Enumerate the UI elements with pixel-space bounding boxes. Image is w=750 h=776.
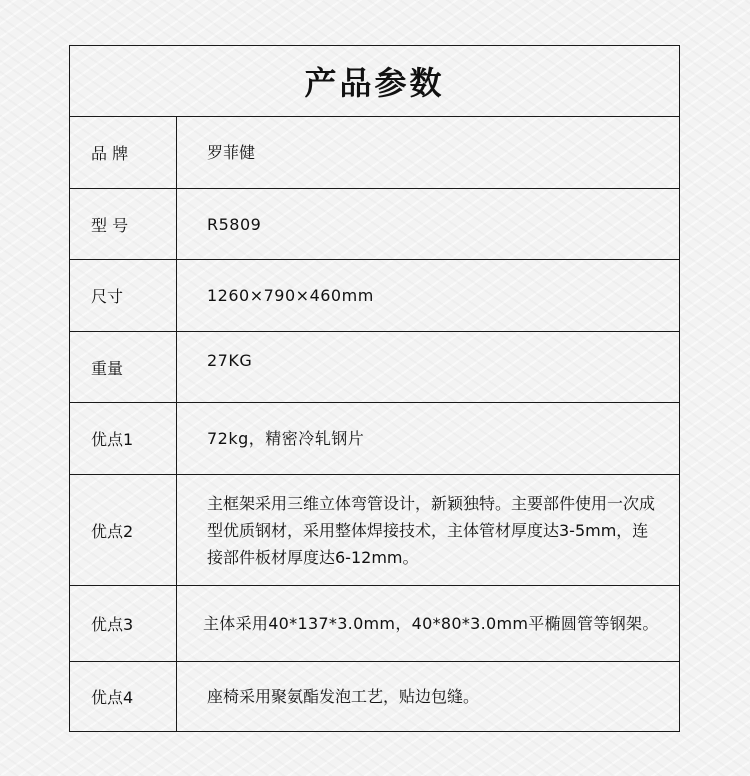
advantage-1-label xyxy=(70,403,177,474)
advantage-4-label xyxy=(70,662,177,731)
table-title: 产品参数 xyxy=(304,64,445,102)
weight-label-text: 重量 xyxy=(91,358,124,378)
model-value-text: R5809 xyxy=(207,214,262,234)
advantage-2-label-text: 优点2 xyxy=(91,521,134,541)
advantage-2-value xyxy=(177,475,679,585)
size-value-text: 1260×790×460mm xyxy=(207,286,374,305)
model-label xyxy=(70,189,177,259)
spec-row-advantage-2 xyxy=(70,475,679,586)
weight-label xyxy=(70,332,177,402)
advantage-1-value xyxy=(177,403,679,474)
spec-row-model xyxy=(70,189,679,260)
brand-label xyxy=(70,117,177,188)
size-value xyxy=(177,260,679,331)
table-title-row xyxy=(70,46,679,117)
advantage-4-value-text: 座椅采用聚氨酯发泡工艺，贴边包缝。 xyxy=(207,687,480,706)
spec-row-weight xyxy=(70,332,679,403)
brand-value-text: 罗菲健 xyxy=(207,143,256,162)
advantage-3-label xyxy=(70,586,177,661)
spec-row-advantage-4 xyxy=(70,662,679,731)
weight-value-text: 27KG xyxy=(207,351,253,370)
size-label-text: 尺寸 xyxy=(91,287,124,306)
spec-row-advantage-1 xyxy=(70,403,679,475)
advantage-2-value-text: 主框架采用三维立体弯管设计，新颖独特。主要部件使用一次成型优质钢材，采用整体焊接技术，主体管材厚度达3-5mm，连接部件板材厚度达6-12mm。 xyxy=(207,493,656,567)
spec-row-brand xyxy=(70,117,679,189)
model-label-text: 型 号 xyxy=(91,215,129,235)
advantage-2-label xyxy=(70,475,177,585)
advantage-1-label-text: 优点1 xyxy=(91,430,134,449)
advantage-4-value xyxy=(177,662,679,731)
advantage-3-label-text: 优点3 xyxy=(91,615,134,634)
spec-row-size xyxy=(70,260,679,332)
model-value xyxy=(177,189,679,259)
brand-value xyxy=(177,117,679,188)
advantage-4-label-text: 优点4 xyxy=(91,688,134,707)
brand-label-text: 品 牌 xyxy=(91,144,129,163)
advantage-1-value-text: 72kg，精密冷轧钢片 xyxy=(207,429,365,448)
size-label xyxy=(70,260,177,331)
advantage-3-value-text: 主体采用40*137*3.0mm，40*80*3.0mm平椭圆管等钢架。 xyxy=(203,614,659,633)
spec-row-advantage-3 xyxy=(70,586,679,662)
advantage-3-value xyxy=(177,586,679,661)
product-spec-table xyxy=(69,45,680,732)
weight-value xyxy=(177,332,679,402)
